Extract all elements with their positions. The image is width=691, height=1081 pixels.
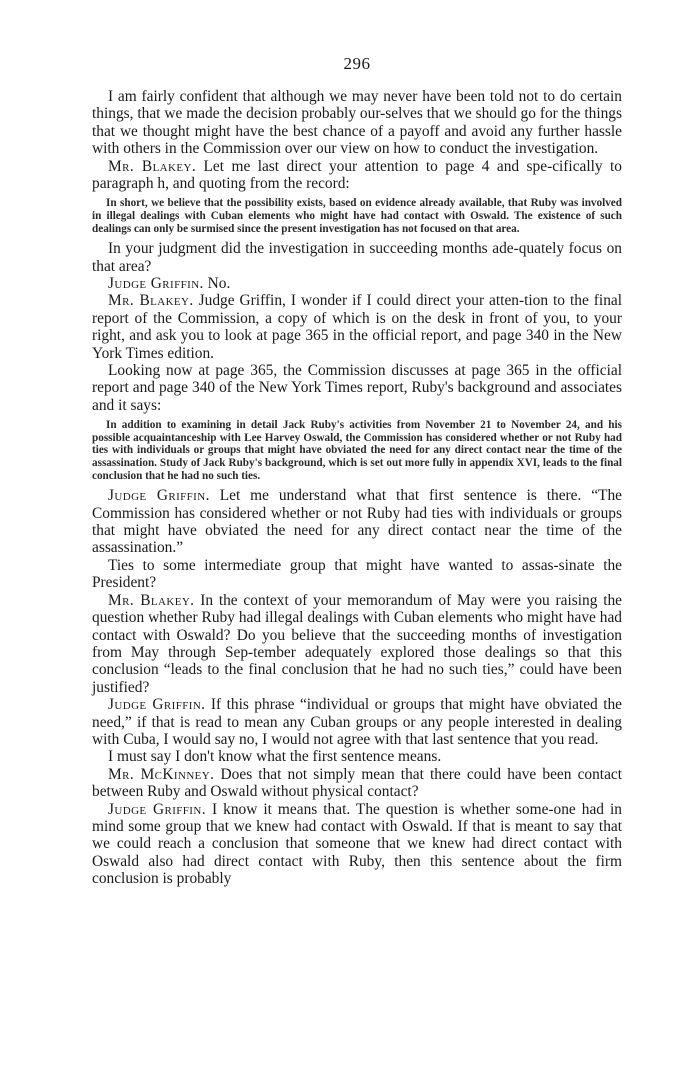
paragraph (92, 362, 622, 414)
paragraph-text: In your judgment did the investigation in succeeding months ade-quately focus on that area? (92, 240, 622, 275)
paragraph (92, 557, 622, 592)
paragraph-text: Ties to some intermediate group that might have wanted to assas-sinate the President? (92, 556, 622, 592)
speaker-name: Mr. Blakey. (108, 157, 197, 175)
paragraph-text: Judge Griffin, I wonder if I could direct your atten-tion to the final report of the Commission, a copy of which is on the desk in front of you, to your right, and ask you to look at page 365 in the official report, and page 340 in the New York Times edition. (92, 292, 622, 362)
paragraph (92, 292, 622, 362)
paragraph (92, 696, 622, 748)
block-quote: In addition to examining in detail Jack Ruby's activities from November 21 to November 24, and his possible acquaintanceship with Lee Harvey Oswald, the Commission has considered whether or not Ruby had ties with individuals or groups that might have obviated the need for any direct contact near the time of the assassination. Study of Jack Ruby's background, which is set out more fully in appendix XVI, leads to the final conclusion that he had no such ties. (92, 419, 622, 482)
paragraph-text: Does that not simply mean that there could have been contact between Ruby and Oswald without physical contact? (92, 765, 623, 801)
speaker-name: Judge Griffin. (108, 696, 206, 714)
speaker-name: Judge Griffin. (108, 487, 210, 505)
paragraph-text: No. (207, 275, 231, 293)
paragraph (92, 801, 622, 888)
paragraph (92, 766, 622, 801)
paragraph-text: In the context of your memorandum of May were you raising the question whether Ruby had illegal dealings with Cuban elements who might have had contact with Oswald? Do you believe that the succeeding months of investigation from May through Sep-tember adequately explored those dealings so that this conclusion “leads to the final conclusion that he had no such ties,” could have been justified? (92, 591, 622, 696)
page-number: 296 (343, 54, 371, 73)
paragraph (92, 592, 622, 696)
paragraph-text: I am fairly confident that although we may never have been told not to do certain things, that we made the decision probably our-selves that we should go for the things that we thought might have the best chance of a payoff and avoid any further hassle with others in the Commission over our view on how to conduct the investigation. (92, 88, 622, 158)
speaker-name: Judge Griffin. (108, 800, 206, 818)
paragraph-text: Let me understand what that first sentence is there. “The Commission has considered whether or not Ruby had ties with individuals or groups that might have obviated the need for any direct contact near the time of the assassination.” (92, 487, 622, 557)
document-page (92, 54, 622, 888)
paragraph (92, 240, 622, 275)
speaker-name: Mr. Blakey. (108, 591, 195, 609)
paragraph (92, 275, 622, 292)
speaker-name: Mr. Blakey. (108, 292, 194, 310)
paragraph-text: Looking now at page 365, the Commission discusses at page 365 in the official report and page 340 of the New York Times report, Ruby's background and associates and it says: (92, 362, 622, 414)
paragraph-text: I must say I don't know what the first sentence means. (108, 748, 442, 766)
paragraph-text: Let me last direct your attention to page 4 and spe-cifically to paragraph h, and quoting from the record: (92, 157, 623, 193)
paragraph (92, 748, 622, 765)
paragraph (92, 158, 622, 193)
paragraph-text: I know it means that. The question is whether some-one had in mind some group that we knew had contact with Oswald. If that is meant to say that we could reach a conclusion that someone that we knew had direct contact with Oswald also had direct contact with Ruby, then this sentence about the firm conclusion is probably (92, 800, 622, 888)
paragraph (92, 487, 622, 557)
speaker-name: Mr. McKinney. (108, 765, 215, 783)
paragraph (92, 88, 622, 158)
paragraph-text: If this phrase “individual or groups that might have obviated the need,” if that is read to mean any Cuban groups or any people interested in dealing with Cuba, I would say no, I would not agree with that last sentence that you read. (92, 696, 622, 748)
speaker-name: Judge Griffin. (108, 275, 204, 293)
block-quote: In short, we believe that the possibility exists, based on evidence already available, that Ruby was involved in illegal dealings with Cuban elements who might have had contact with Oswald. The existence of such dealings can only be surmised since the present investigation has not focused on that area. (92, 197, 622, 235)
